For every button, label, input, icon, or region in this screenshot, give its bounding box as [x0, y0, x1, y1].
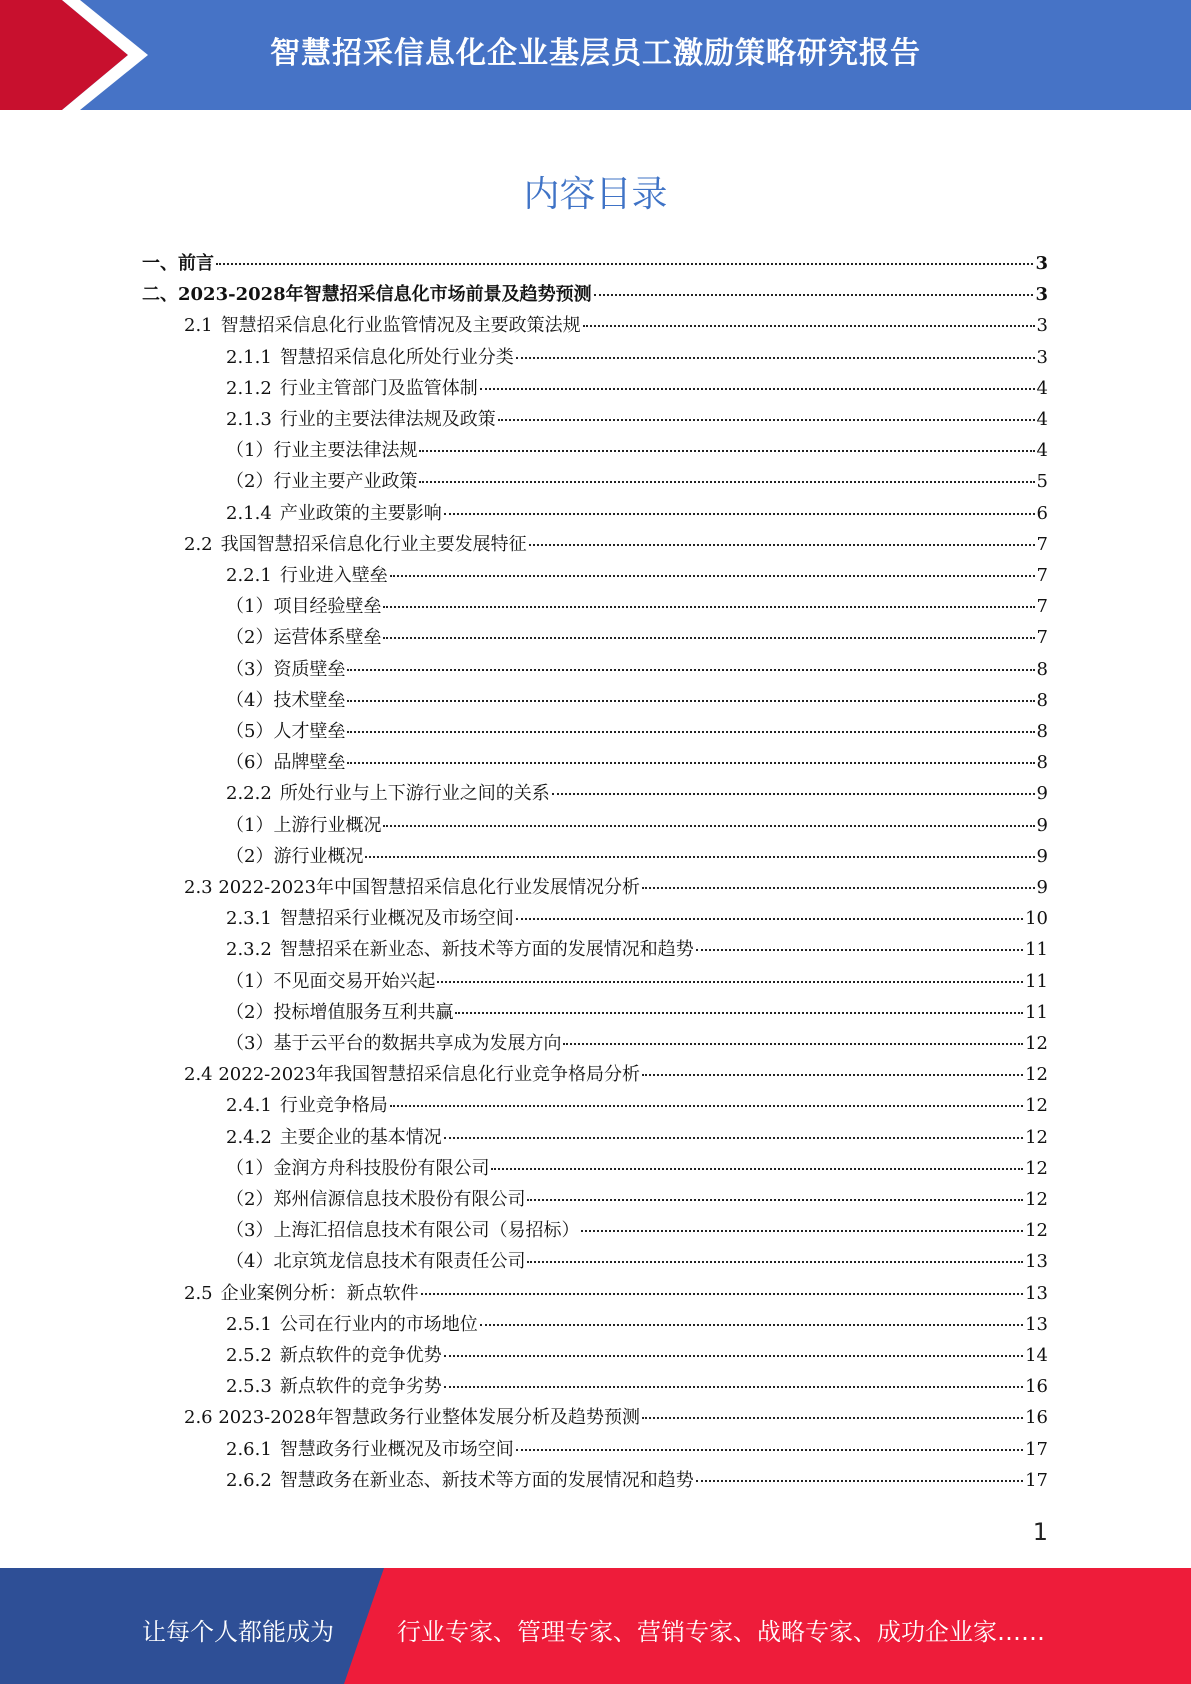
- toc-entry-page: 4: [1036, 378, 1048, 399]
- toc-entry-page: 12: [1025, 1158, 1048, 1179]
- toc-entry-page: 8: [1036, 659, 1048, 680]
- toc-entry-label: 2.4 2022-2023年我国智慧招采信息化行业竞争格局分析: [184, 1064, 641, 1085]
- toc-dot-leader: [347, 731, 1034, 733]
- toc-entry[interactable]: [226, 846, 1048, 877]
- toc-dot-leader: [594, 294, 1034, 296]
- toc-entry[interactable]: [226, 378, 1048, 409]
- page-header: [0, 0, 1191, 110]
- toc-entry-page: 13: [1025, 1314, 1048, 1335]
- toc-entry-page: 9: [1036, 846, 1048, 867]
- toc-entry-label: 行业进入壁垒: [279, 565, 388, 586]
- toc-entry-page: 16: [1025, 1407, 1048, 1428]
- toc-entry-label: 智慧招采行业概况及市场空间: [279, 908, 514, 929]
- toc-entry-page: 11: [1025, 1002, 1048, 1023]
- toc-entry-number: 2.6.2: [226, 1470, 272, 1491]
- toc-entry[interactable]: [226, 409, 1048, 440]
- toc-entry-label: 智慧政务行业概况及市场空间: [279, 1439, 514, 1460]
- toc-dot-leader: [216, 263, 1033, 265]
- toc-entry-number: 2.1.4: [226, 503, 272, 524]
- toc-entry[interactable]: [184, 315, 1048, 346]
- toc-entry-label: （1）不见面交易开始兴起: [226, 971, 436, 992]
- toc-entry-label: 行业的主要法律法规及政策: [279, 409, 496, 430]
- toc-entry-page: 14: [1025, 1345, 1048, 1366]
- toc-entry-page: 12: [1025, 1064, 1048, 1085]
- toc-entry[interactable]: [184, 1283, 1048, 1314]
- toc-entry-number: 2.2: [184, 534, 213, 555]
- toc-entry[interactable]: [226, 659, 1048, 690]
- toc-entry-page: 7: [1036, 534, 1048, 555]
- toc-dot-leader: [491, 1168, 1023, 1170]
- toc-dot-leader: [516, 357, 1035, 359]
- toc-dot-leader: [642, 1074, 1023, 1076]
- toc-entry-label: 主要企业的基本情况: [279, 1127, 442, 1148]
- toc-entry-page: 7: [1036, 596, 1048, 617]
- toc-entry-label: （1）金润方舟科技股份有限公司: [226, 1158, 490, 1179]
- toc-entry-label: 行业主管部门及监管体制: [279, 378, 478, 399]
- toc-dot-leader: [383, 637, 1034, 639]
- toc-entry-page: 3: [1035, 284, 1048, 305]
- toc-entry-label: 我国智慧招采信息化行业主要发展特征: [220, 534, 527, 555]
- toc-entry-label: （3）基于云平台的数据共享成为发展方向: [226, 1033, 562, 1054]
- toc-entry[interactable]: [226, 1470, 1048, 1501]
- toc-entry-page: 12: [1025, 1189, 1048, 1210]
- toc-dot-leader: [444, 1355, 1023, 1357]
- toc-entry[interactable]: [226, 1033, 1048, 1064]
- toc-entry-page: 7: [1036, 627, 1048, 648]
- toc-entry[interactable]: [226, 783, 1048, 814]
- toc-entry-label: 智慧招采信息化行业监管情况及主要政策法规: [220, 315, 581, 336]
- toc-dot-leader: [696, 949, 1023, 951]
- toc-entry[interactable]: [226, 1127, 1048, 1158]
- toc-entry[interactable]: [226, 440, 1048, 471]
- toc-entry[interactable]: [184, 877, 1048, 908]
- toc-dot-leader: [444, 513, 1035, 515]
- toc-entry-label: （2）运营体系壁垒: [226, 627, 382, 648]
- toc-dot-leader: [347, 700, 1034, 702]
- toc-dot-leader: [444, 1137, 1023, 1139]
- toc-entry[interactable]: [226, 939, 1048, 970]
- toc-entry-label: 新点软件的竞争劣势: [279, 1376, 442, 1397]
- toc-entry[interactable]: [184, 534, 1048, 565]
- toc-entry-label: （2）游行业概况: [226, 846, 364, 867]
- toc-entry[interactable]: [226, 565, 1048, 596]
- toc-entry-number: 2.1.3: [226, 409, 272, 430]
- toc-entry[interactable]: [226, 1251, 1048, 1282]
- toc-entry-label: （2）郑州信源信息技术股份有限公司: [226, 1189, 526, 1210]
- toc-entry-label: 产业政策的主要影响: [279, 503, 442, 524]
- toc-entry[interactable]: [226, 721, 1048, 752]
- toc-entry[interactable]: [226, 1345, 1048, 1376]
- toc-entry-number: 2.4.2: [226, 1127, 272, 1148]
- toc-entry-number: 2.5: [184, 1283, 213, 1304]
- toc-entry-page: 8: [1036, 721, 1048, 742]
- toc-dot-leader: [455, 1012, 1023, 1014]
- toc-entry-label: （2）投标增值服务互利共赢: [226, 1002, 454, 1023]
- toc-entry-page: 13: [1025, 1251, 1048, 1272]
- toc-dot-leader: [498, 419, 1035, 421]
- toc-dot-leader: [516, 1449, 1023, 1451]
- toc-entry-label: （3）资质壁垒: [226, 659, 346, 680]
- toc-dot-leader: [696, 1480, 1023, 1482]
- toc-entry-label: 一、前言: [142, 253, 214, 274]
- toc-entry[interactable]: [226, 1376, 1048, 1407]
- toc-dot-leader: [390, 575, 1035, 577]
- toc-title: 内容目录: [523, 174, 668, 215]
- footer-slogan-right: 行业专家、管理专家、营销专家、战略专家、成功企业家……: [397, 1618, 1045, 1646]
- toc-dot-leader: [527, 1199, 1023, 1201]
- toc-entry-label: 所处行业与上下游行业之间的关系: [279, 783, 550, 804]
- toc-entry-label: （6）品牌壁垒: [226, 752, 346, 773]
- toc-entry-page: 9: [1036, 877, 1048, 898]
- toc-entry-number: 2.6.1: [226, 1439, 272, 1460]
- toc-dot-leader: [383, 606, 1034, 608]
- toc-entry-label: 2.3 2022-2023年中国智慧招采信息化行业发展情况分析: [184, 877, 641, 898]
- toc-entry[interactable]: [184, 1407, 1048, 1438]
- toc-entry-label: 公司在行业内的市场地位: [279, 1314, 478, 1335]
- toc-entry-label: （1）上游行业概况: [226, 815, 382, 836]
- toc-dot-leader: [642, 1417, 1023, 1419]
- toc-dot-leader: [480, 388, 1035, 390]
- page-number: 1: [1032, 1518, 1048, 1546]
- toc-entry-number: 2.1.1: [226, 347, 272, 368]
- toc-entry-label: （1）项目经验壁垒: [226, 596, 382, 617]
- toc-entry-label: 企业案例分析：新点软件: [220, 1283, 419, 1304]
- toc-entry-page: 8: [1036, 752, 1048, 773]
- page-footer: [0, 1568, 1191, 1684]
- toc-entry-number: 2.5.2: [226, 1345, 272, 1366]
- toc-entry-page: 11: [1025, 939, 1048, 960]
- toc-dot-leader: [347, 762, 1034, 764]
- toc-dot-leader: [516, 918, 1023, 920]
- toc-dot-leader: [527, 1261, 1023, 1263]
- toc-entry-page: 8: [1036, 690, 1048, 711]
- toc-entry-number: 2.1: [184, 315, 213, 336]
- toc-entry-page: 12: [1025, 1127, 1048, 1148]
- toc-entry[interactable]: [226, 1220, 1048, 1251]
- toc-entry-number: 2.3.2: [226, 939, 272, 960]
- toc-entry-page: 12: [1025, 1095, 1048, 1116]
- toc-entry[interactable]: [226, 1189, 1048, 1220]
- toc-entry-number: 2.5.1: [226, 1314, 272, 1335]
- toc-dot-leader: [480, 1324, 1023, 1326]
- toc-entry[interactable]: [226, 815, 1048, 846]
- toc-entry-label: 智慧招采信息化所处行业分类: [279, 347, 514, 368]
- toc-entry-page: 9: [1036, 783, 1048, 804]
- toc-entry[interactable]: [226, 596, 1048, 627]
- toc-entry[interactable]: [226, 471, 1048, 502]
- toc-entry-page: 12: [1025, 1033, 1048, 1054]
- toc-dot-leader: [421, 1293, 1023, 1295]
- toc-entry-label: （3）上海汇招信息技术有限公司（易招标）: [226, 1220, 580, 1241]
- toc-entry[interactable]: [226, 908, 1048, 939]
- toc-entry-page: 12: [1025, 1220, 1048, 1241]
- toc-entry-number: 2.2.2: [226, 783, 272, 804]
- toc-entry-page: 9: [1036, 815, 1048, 836]
- toc-entry[interactable]: [142, 284, 1048, 315]
- report-title: 智慧招采信息化企业基层员工激励策略研究报告: [270, 36, 921, 71]
- toc-dot-leader: [419, 450, 1034, 452]
- toc-dot-leader: [419, 481, 1034, 483]
- toc-entry-label: 2.6 2023-2028年智慧政务行业整体发展分析及趋势预测: [184, 1407, 641, 1428]
- toc-entry-page: 4: [1036, 440, 1048, 461]
- toc-entry[interactable]: [226, 1314, 1048, 1345]
- toc-entry-page: 4: [1036, 409, 1048, 430]
- toc-entry[interactable]: [226, 690, 1048, 721]
- toc-dot-leader: [365, 856, 1034, 858]
- toc-entry[interactable]: [226, 347, 1048, 378]
- toc-entry-page: 10: [1025, 908, 1048, 929]
- toc-entry[interactable]: [226, 752, 1048, 783]
- toc-entry[interactable]: [226, 971, 1048, 1002]
- toc-dot-leader: [347, 669, 1034, 671]
- toc-entry-label: （5）人才壁垒: [226, 721, 346, 742]
- toc-entry[interactable]: [226, 1095, 1048, 1126]
- toc-entry-label: 行业竞争格局: [279, 1095, 388, 1116]
- toc-dot-leader: [552, 793, 1035, 795]
- toc-entry-number: 2.1.2: [226, 378, 272, 399]
- toc-entry-page: 6: [1036, 503, 1048, 524]
- toc-entry-number: 2.5.3: [226, 1376, 272, 1397]
- toc-entry-label: （1）行业主要法律法规: [226, 440, 418, 461]
- toc-entry-label: 智慧政务在新业态、新技术等方面的发展情况和趋势: [279, 1470, 694, 1491]
- toc-entry-number: 2.2.1: [226, 565, 272, 586]
- toc-entry-page: 3: [1036, 347, 1048, 368]
- toc-entry[interactable]: [226, 1439, 1048, 1470]
- toc-entry[interactable]: [142, 253, 1048, 284]
- toc-entry-label: 新点软件的竞争优势: [279, 1345, 442, 1366]
- toc-dot-leader: [437, 981, 1023, 983]
- toc-dot-leader: [581, 1230, 1023, 1232]
- toc-entry-page: 13: [1025, 1283, 1048, 1304]
- toc-dot-leader: [390, 1105, 1023, 1107]
- toc-entry-page: 3: [1036, 315, 1048, 336]
- toc-entry-page: 11: [1025, 971, 1048, 992]
- toc-entry-page: 5: [1036, 471, 1048, 492]
- footer-slogan-left: 让每个人都能成为: [142, 1618, 334, 1646]
- toc-dot-leader: [642, 887, 1035, 889]
- toc-entry-number: 2.3.1: [226, 908, 272, 929]
- toc-entry-page: 16: [1025, 1376, 1048, 1397]
- toc-dot-leader: [583, 325, 1035, 327]
- toc-entry-label: （4）北京筑龙信息技术有限责任公司: [226, 1251, 526, 1272]
- toc-entry-label: （2）行业主要产业政策: [226, 471, 418, 492]
- toc-entry-page: 7: [1036, 565, 1048, 586]
- toc-entry-label: 智慧招采在新业态、新技术等方面的发展情况和趋势: [279, 939, 694, 960]
- toc-dot-leader: [383, 825, 1034, 827]
- toc-entry-page: 17: [1025, 1439, 1048, 1460]
- toc-entry-number: 2.4.1: [226, 1095, 272, 1116]
- toc-entry-label: 二、2023-2028年智慧招采信息化市场前景及趋势预测: [142, 284, 592, 305]
- toc-dot-leader: [444, 1386, 1023, 1388]
- toc-entry[interactable]: [226, 1158, 1048, 1189]
- toc-entry[interactable]: [226, 627, 1048, 658]
- toc-entry-label: （4）技术壁垒: [226, 690, 346, 711]
- toc-entry[interactable]: [184, 1064, 1048, 1095]
- toc-entry-page: 3: [1035, 253, 1048, 274]
- toc-entry[interactable]: [226, 1002, 1048, 1033]
- toc-dot-leader: [563, 1043, 1023, 1045]
- toc-entry-page: 17: [1025, 1470, 1048, 1491]
- toc-entry[interactable]: [226, 503, 1048, 534]
- toc-dot-leader: [529, 544, 1035, 546]
